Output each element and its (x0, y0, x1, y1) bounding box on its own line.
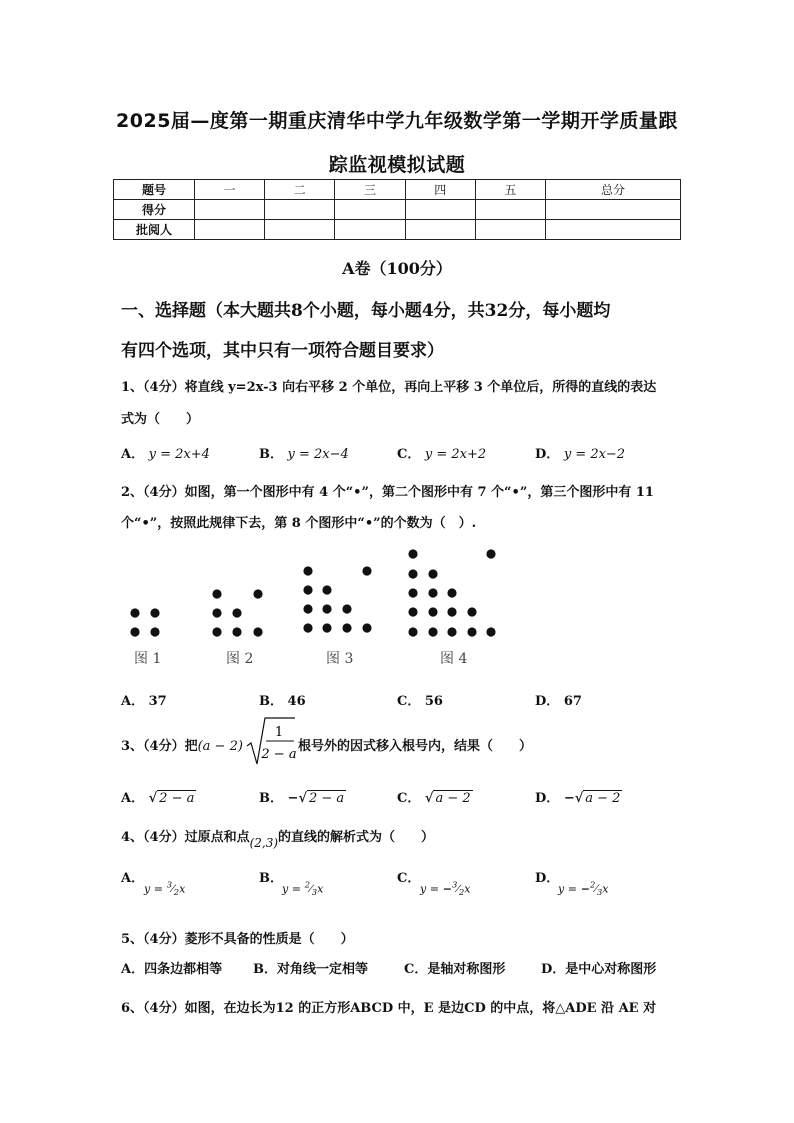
figure-1-dots (130, 608, 159, 636)
q4-option-c-expr: $y = -^3⁄_2x$ (420, 880, 471, 898)
q4-option-c: C． (397, 871, 421, 886)
q5-option-b: B．对角线一定相等 (253, 962, 369, 977)
q4-option-a: A． (121, 871, 145, 886)
question-3-suffix: 根号外的因式移入根号内，结果（ ） (298, 739, 533, 754)
table-cell (475, 220, 545, 240)
table-cell (335, 200, 405, 220)
paper-section-label: A卷（100分） (342, 259, 452, 278)
q4-option-a-expr: $y = ^3⁄_2x$ (144, 880, 186, 898)
question-4-line1: 4、（4分）过原点和点(2,3)的直线的解析式为（ ） (121, 830, 435, 850)
q1-option-c: C． y = 2x+2 (397, 447, 487, 462)
q3-numerator: 1 (274, 725, 284, 740)
table-cell: 总分 (546, 180, 681, 200)
figure-caption: 图 2 (226, 651, 254, 667)
table-row (114, 220, 681, 240)
table-cell: 一 (195, 180, 265, 200)
question-3-line1: 3、（4分）把(a − 2) (121, 739, 243, 754)
question-2-line2: 个“•”，按照此规律下去，第 8 个图形中“•”的个数为（ ）. (121, 516, 477, 531)
q3-option-b: B． −√ 2 − a (259, 791, 345, 806)
section-heading-line2: 有四个选项，其中只有一项符合题目要求） (121, 341, 444, 361)
q1-option-d: D． y = 2x−2 (535, 447, 626, 462)
exam-title-line2: 踪监视模拟试题 (328, 154, 466, 176)
q5-option-d: D．是中心对称图形 (541, 962, 657, 977)
table-cell: 二 (265, 180, 335, 200)
q3-option-a: A． √ 2 − a (121, 791, 195, 806)
table-cell: 五 (475, 180, 545, 200)
table-cell (335, 220, 405, 240)
q2-option-c: C． 56 (397, 694, 443, 709)
figure-caption: 图 3 (326, 651, 354, 667)
question-2-line1: 2、（4分）如图，第一个图形中有 4 个“•”，第二个图形中有 7 个“•”，第三个图形中有 11 (121, 485, 654, 500)
table-cell (405, 220, 475, 240)
question-6-line1: 6、（4分）如图，在边长为12 的正方形ABCD 中，E 是边CD 的中点，将△ADE 沿 AE 对 (121, 1001, 657, 1016)
q1-option-b: B． y = 2x−4 (259, 447, 349, 462)
table-cell (546, 200, 681, 220)
table-cell (195, 220, 265, 240)
table-cell (265, 200, 335, 220)
question-1-line1: 1、（4分）将直线 y=2x-3 向右平移 2 个单位，再向上平移 3 个单位后，所得的直线的表达 (121, 380, 657, 395)
figure-caption: 图 1 (134, 651, 162, 667)
figure-2-dots (212, 589, 262, 636)
table-cell (546, 220, 681, 240)
q2-option-a: A． 37 (121, 694, 167, 709)
table-cell (405, 200, 475, 220)
q3-option-d: D． −√ a − 2 (535, 791, 621, 806)
section-heading-line1: 一、选择题（本大题共8个小题，每小题4分，共32分，每小题均 (121, 301, 611, 321)
q5-option-c: C．是轴对称图形 (404, 962, 506, 977)
question-5-line1: 5、（4分）菱形不具备的性质是（ ） (121, 932, 354, 947)
q4-option-d: D． (535, 871, 560, 886)
score-table-header-row (114, 180, 681, 200)
q2-option-b: B． 46 (259, 694, 306, 709)
figure-4-dots (408, 549, 495, 636)
table-cell: 四 (405, 180, 475, 200)
table-cell: 题号 (114, 180, 195, 200)
figure-caption: 图 4 (440, 651, 468, 667)
q2-option-d: D． 67 (535, 694, 582, 709)
q4-option-b-expr: $y = ^2⁄_3x$ (282, 880, 324, 898)
q5-option-a: A．四条边都相等 (121, 962, 223, 977)
exam-title-line1: 2025届—度第一期重庆清华中学九年级数学第一学期开学质量跟 (116, 110, 678, 132)
figure-3-dots (303, 566, 371, 632)
table-cell: 三 (335, 180, 405, 200)
q1-option-a: A． y = 2x+4 (121, 447, 210, 462)
q3-radical-fraction (245, 716, 297, 768)
q3-option-c: C． √ a − 2 (397, 791, 471, 806)
dot-pattern-figure (110, 540, 530, 670)
q3-denominator: 2 − a (261, 747, 297, 762)
table-cell (475, 200, 545, 220)
question-1-line2: 式为（ ） (121, 412, 200, 427)
q4-option-b: B． (259, 871, 283, 886)
score-table (113, 179, 681, 240)
table-cell (195, 200, 265, 220)
table-cell (265, 220, 335, 240)
table-row (114, 200, 681, 220)
table-cell: 批阅人 (114, 220, 195, 240)
table-cell: 得分 (114, 200, 195, 220)
q4-option-d-expr: $y = -^2⁄_3x$ (558, 880, 609, 898)
